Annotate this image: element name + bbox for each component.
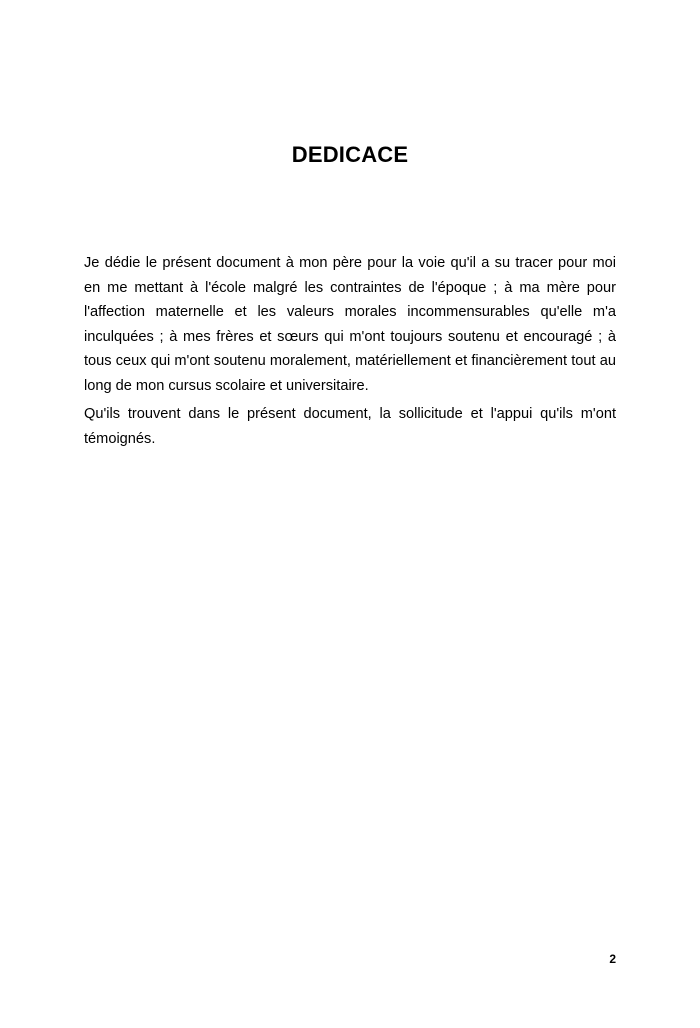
dedication-paragraph-1: Je dédie le présent document à mon père pour la voie qu'il a su tracer pour moi en me mettant à l'école malgré les contraintes de l'époque ; à ma mère pour l'affection maternelle et les valeurs morales incommensurables qu'elle m'a inculquées ; à mes frères et sœurs qui m'ont toujours soutenu et encouragé ; à tous ceux qui m'ont soutenu moralement, matériellement et financièrement tout au long de mon cursus scolaire et universitaire.: [84, 255, 616, 394]
dedication-paragraph-2: Qu'ils trouvent dans le présent document, la sollicitude et l'appui qu'ils m'ont témoignés.: [84, 406, 616, 447]
dedication-body: [84, 251, 616, 451]
page-number: 2: [609, 952, 616, 966]
page-title: DEDICACE: [291, 142, 409, 167]
